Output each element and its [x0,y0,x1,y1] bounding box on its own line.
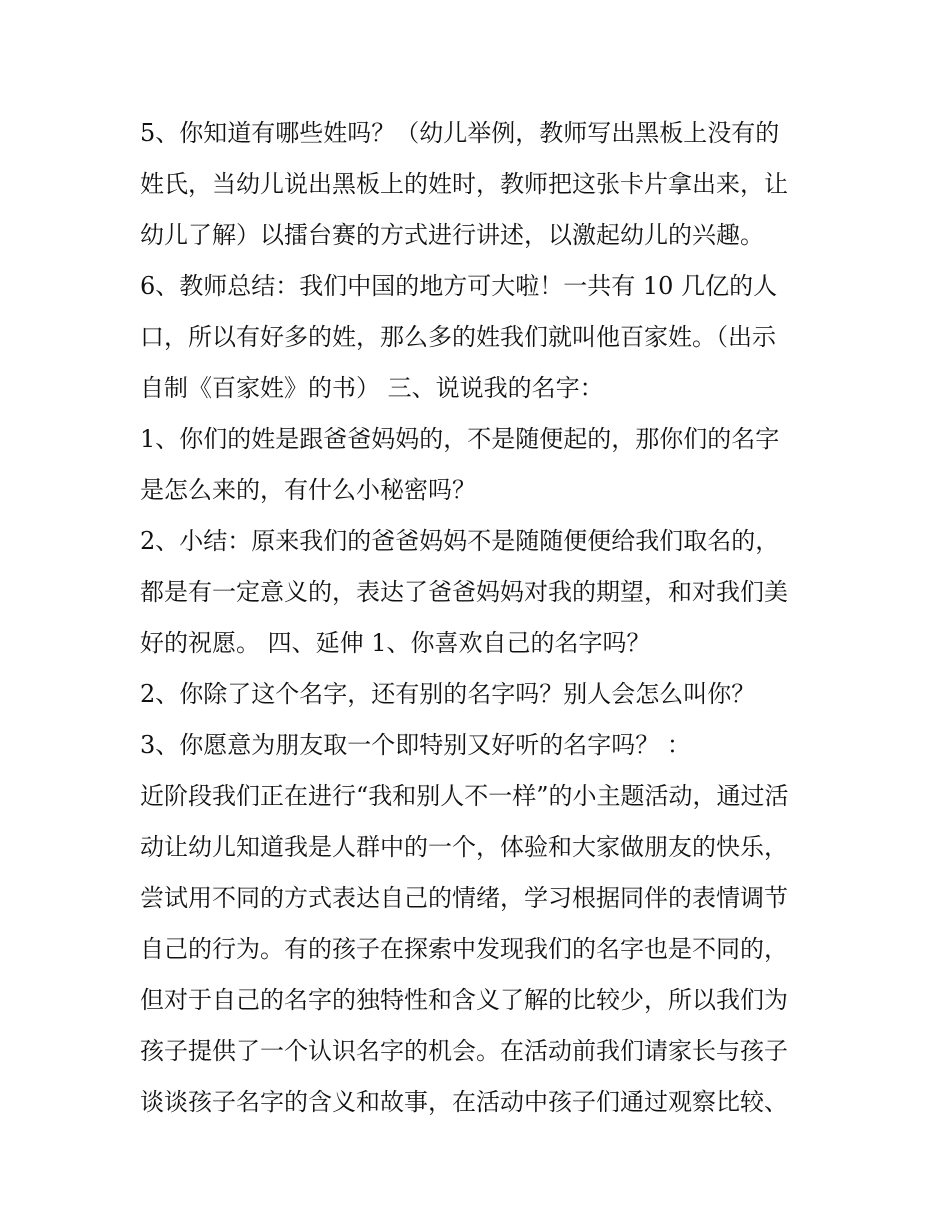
text-line: 2、你除了这个名字，还有别的名字吗？别人会怎么叫你？ [140,680,756,708]
text-line: 但对于自己的名字的独特性和含义了解的比较少，所以我们为 [140,986,788,1014]
text-line: 动让幼儿知道我是人群中的一个，体验和大家做朋友的快乐， [140,833,788,861]
text-line: 是怎么来的，有什么小秘密吗？ [140,476,476,504]
text-line: 5、你知道有哪些姓吗？（幼儿举例，教师写出黑板上没有的 [140,119,780,147]
document-body [140,108,820,1128]
text-line: 尝试用不同的方式表达自己的情绪，学习根据同伴的表情调节 [140,884,788,912]
text-line: 谈谈孩子名字的含义和故事，在活动中孩子们通过观察比较、 [140,1088,788,1116]
text-line: 自制《百家姓》的书） 三、说说我的名字： [140,374,604,402]
text-line: 好的祝愿。 四、延伸 1、你喜欢自己的名字吗？ [140,629,651,657]
text-line: 都是有一定意义的，表达了爸爸妈妈对我的期望，和对我们美 [140,578,788,606]
text-line: 1、你们的姓是跟爸爸妈妈的，不是随便起的，那你们的名字 [140,425,780,453]
text-line: 姓氏，当幼儿说出黑板上的姓时，教师把这张卡片拿出来，让 [140,170,788,198]
text-line: 自己的行为。有的孩子在探索中发现我们的名字也是不同的， [140,935,788,963]
text-line: 孩子提供了一个认识名字的机会。在活动前我们请家长与孩子 [140,1037,788,1065]
text-line: 6、教师总结：我们中国的地方可大啦！一共有 10 几亿的人 [140,272,778,300]
text-line: 幼儿了解）以擂台赛的方式进行讲述，以激起幼儿的兴趣。 [140,221,764,249]
text-line: 2、小结：原来我们的爸爸妈妈不是随随便便给我们取名的， [140,527,780,555]
text-line: 3、你愿意为朋友取一个即特别又好听的名字吗？ ： [140,731,691,759]
text-line: 口，所以有好多的姓，那么多的姓我们就叫他百家姓。（出示 [140,323,776,351]
text-line: 近阶段我们正在进行“我和别人不一样”的小主题活动，通过活 [140,782,789,810]
